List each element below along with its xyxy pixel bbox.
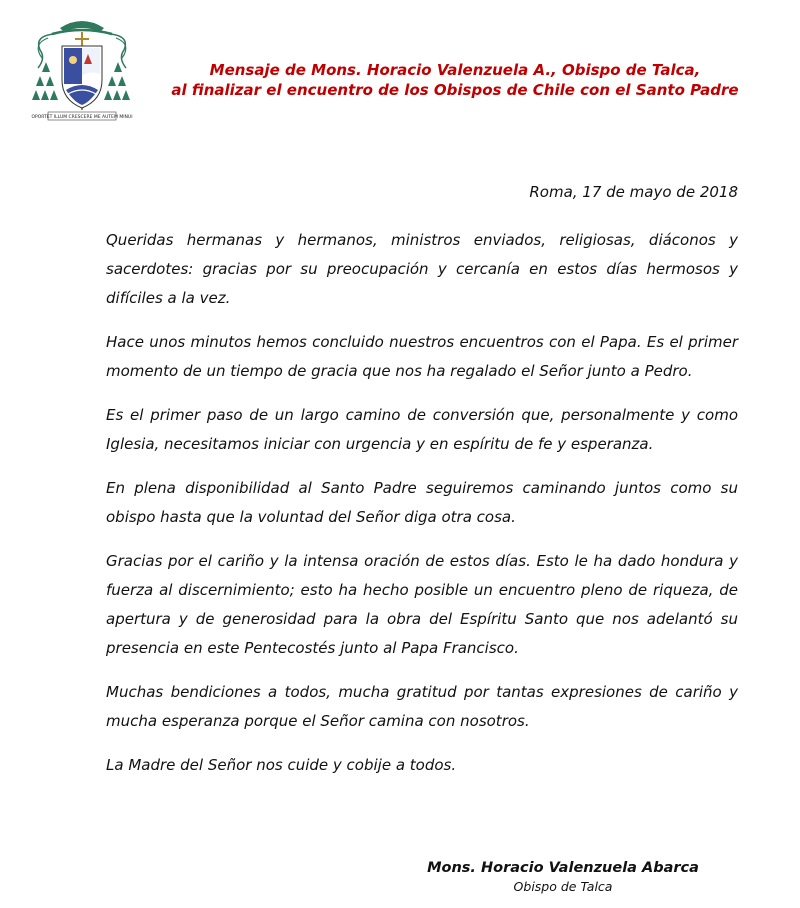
heading-line-1: Mensaje de Mons. Horacio Valenzuela A., Obispo de Talca, <box>209 61 701 79</box>
letter-body <box>106 226 738 795</box>
episcopal-coat-of-arms-icon <box>30 14 134 122</box>
heading-line-2: al finalizar el encuentro de los Obispos de Chile con el Santo Padre <box>171 81 739 99</box>
paragraph-5: Gracias por el cariño y la intensa oración de estos días. Esto le ha dado hondura y fuerza al discernimiento; esto ha hecho posible un encuentro pleno de riqueza, de apertura y de generosidad para la obra del Espíritu Santo que nos adelantó su presencia en este Pentecostés junto al Papa Francisco. <box>106 552 738 657</box>
paragraph-3: Es el primer paso de un largo camino de conversión que, personalmente y como Iglesia, necesitamos iniciar con urgencia y en espíritu de fe y esperanza. <box>106 406 738 453</box>
signature-name: Mons. Horacio Valenzuela Abarca <box>427 860 699 876</box>
paragraph-6: Muchas bendiciones a todos, mucha gratitud por tantas expresiones de cariño y mucha esperanza porque el Señor camina con nosotros. <box>106 683 738 730</box>
signature-role: Obispo de Talca <box>513 879 613 894</box>
paragraph-4: En plena disponibilidad al Santo Padre seguiremos caminando juntos como su obispo hasta que la voluntad del Señor diga otra cosa. <box>106 479 738 526</box>
letter-heading <box>160 60 750 100</box>
paragraph-7: La Madre del Señor nos cuide y cobije a todos. <box>106 756 457 774</box>
paragraph-2: Hace unos minutos hemos concluido nuestros encuentros con el Papa. Es el primer momento de un tiempo de gracia que nos ha regalado el Señor junto a Pedro. <box>106 333 738 380</box>
paragraph-1: Queridas hermanas y hermanos, ministros enviados, religiosas, diáconos y sacerdotes: gracias por su preocupación y cercanía en estos días hermosos y difíciles a la vez. <box>106 231 738 307</box>
signature-block <box>420 858 706 895</box>
coat-of-arms-motto: OPORTET ILLUM CRESCERE ME AUTEM MINUI <box>31 115 133 120</box>
letter-date: Roma, 17 de mayo de 2018 <box>529 183 738 201</box>
